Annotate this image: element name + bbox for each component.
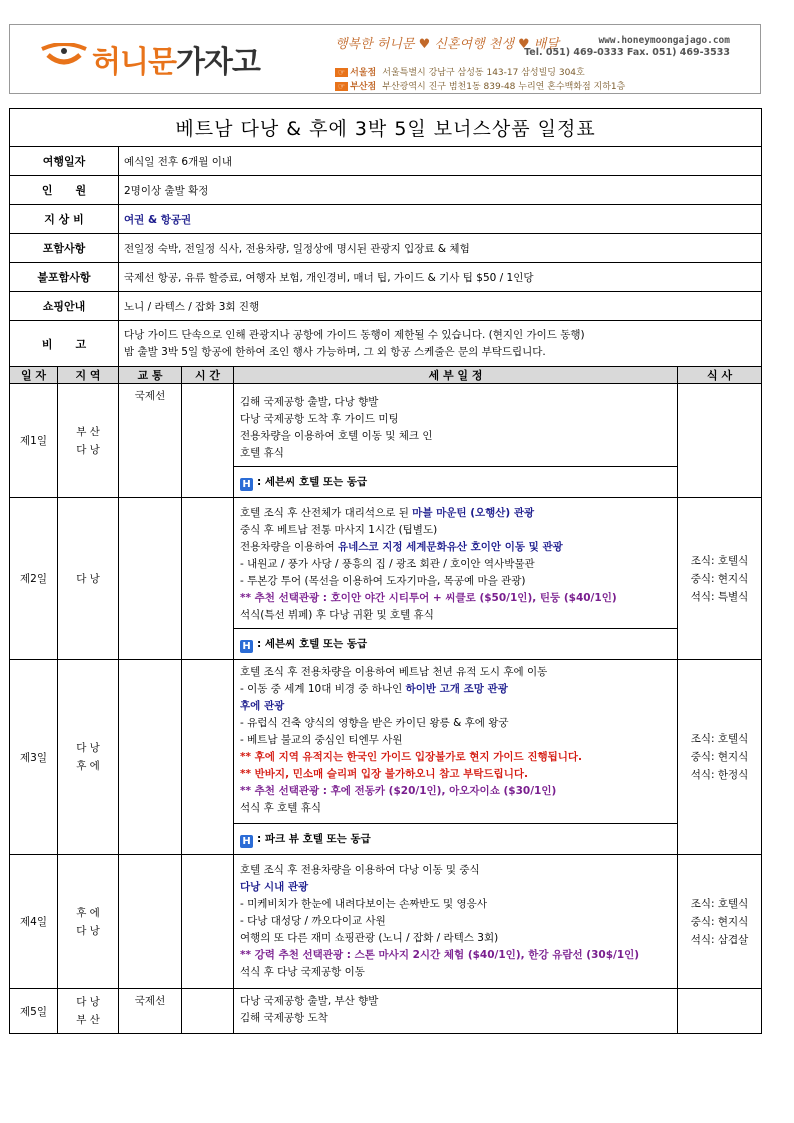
- hotel-name: : 세븐씨 호텔 또는 동급: [257, 637, 368, 650]
- day-label: 제1일: [10, 384, 58, 498]
- day-meals: [678, 660, 762, 855]
- day-row: [10, 855, 762, 989]
- col-header-transport: 교 통: [119, 367, 182, 384]
- day-region: [58, 384, 119, 498]
- info-value: 2명이상 출발 확정: [119, 176, 762, 205]
- day-meals: [678, 855, 762, 989]
- day-time: [182, 989, 234, 1034]
- branch-seoul: [335, 65, 585, 78]
- hotel-icon: H: [240, 835, 253, 848]
- day-hotel: [234, 467, 678, 498]
- branch-seoul-address: 서울특별시 강남구 삼성동 143-17 삼성빌딩 304호: [382, 68, 585, 78]
- day-time: [182, 660, 234, 855]
- day-schedule: [234, 498, 678, 629]
- hotel-icon: H: [240, 640, 253, 653]
- region-line: 후 에: [76, 906, 100, 919]
- info-label: 쇼핑안내: [10, 292, 119, 321]
- day-meals: [678, 989, 762, 1034]
- info-value: 여권 & 항공권: [119, 205, 762, 234]
- region-line: 후 에: [76, 760, 100, 772]
- schedule-line: 석식(특선 뷔페) 후 다낭 귀환 및 호텔 휴식: [240, 609, 434, 621]
- tel-fax: Tel. 051) 469-0333 Fax. 051) 469-3533: [524, 47, 730, 58]
- info-value: 예식일 전후 6개월 이내: [119, 147, 762, 176]
- logo-text-part1: 허니문: [92, 45, 176, 80]
- schedule-line: 호텔 휴식: [240, 447, 284, 459]
- day-region: [58, 855, 119, 989]
- schedule-text: 전용차량을 이용하여: [240, 541, 338, 553]
- schedule-line: 다낭 국제공항 출발, 부산 향발: [240, 995, 379, 1007]
- day-region: [58, 660, 119, 855]
- day-time: [182, 384, 234, 498]
- logo-text: [92, 37, 260, 81]
- itinerary-table: [9, 108, 762, 1034]
- location-pin-icon: ☞: [335, 68, 348, 77]
- schedule-line: - 내원교 / 풍가 사당 / 풍흥의 집 / 광조 회관 / 호이안 역사박물관: [240, 558, 535, 570]
- schedule-line: 김해 국제공항 출발, 다낭 향발: [240, 396, 379, 408]
- meal-lunch: 중식: 현지식: [690, 915, 749, 928]
- day-time: [182, 498, 234, 660]
- region-line: 다 낭: [76, 742, 100, 754]
- branch-busan-label: 부산점: [350, 82, 377, 92]
- day-row: [10, 989, 762, 1034]
- schedule-line: - 베트남 불교의 중심인 티엔무 사원: [240, 734, 403, 746]
- info-row: [10, 176, 762, 205]
- region-line: 부 산: [76, 425, 100, 438]
- meal-lunch: 중식: 현지식: [690, 572, 749, 585]
- day-schedule: [234, 384, 678, 467]
- remarks-line: 다낭 가이드 단속으로 인해 관광지나 공항에 가이드 동행이 제한될 수 있습니다. (현지인 가이드 동행): [124, 328, 585, 341]
- schedule-line: [240, 681, 677, 698]
- remarks-line: 밤 출발 3박 5일 항공에 한하여 조인 행사 가능하며, 그 외 항공 스케줄은 문의 부탁드립니다.: [124, 345, 546, 358]
- schedule-line: [240, 539, 677, 556]
- meal-breakfast: 조식: 호텔식: [690, 897, 749, 910]
- schedule-text: - 이동 중 세계 10대 비경 중 하나인: [240, 683, 406, 695]
- schedule-line: 다낭 시내 관광: [240, 881, 309, 893]
- region-line: 부 산: [76, 1014, 100, 1026]
- schedule-line: 중식 후 베트남 전통 마사지 1시간 (팁별도): [240, 524, 438, 536]
- info-row: [10, 292, 762, 321]
- day-row: [10, 660, 762, 824]
- day-transport: 국제선: [119, 384, 182, 498]
- schedule-line: 석식 후 호텔 휴식: [240, 802, 322, 814]
- day-transport: [119, 855, 182, 989]
- smile-logo-icon: [40, 43, 88, 67]
- day-hotel: [234, 629, 678, 660]
- info-row: [10, 263, 762, 292]
- logo-text-part2: 가자고: [175, 45, 260, 80]
- schedule-line: - 투본강 투어 (목선을 이용하여 도자기마을, 목공예 마을 관광): [240, 575, 526, 587]
- info-value: 노니 / 라텍스 / 잡화 3회 진행: [119, 292, 762, 321]
- optional-tour-line: ** 추천 선택관광 : 호이안 야간 시티투어 + 씨클로 ($50/1인), 틴둥 ($40/1인): [240, 592, 617, 604]
- hotel-name: : 파크 뷰 호텔 또는 동급: [257, 832, 371, 845]
- region-line: 다 낭: [76, 443, 100, 456]
- meal-dinner: 석식: 특별식: [690, 590, 749, 603]
- day-transport: 국제선: [119, 989, 182, 1034]
- info-label: 여행일자: [10, 147, 119, 176]
- info-label: 불포함사항: [10, 263, 119, 292]
- info-row: [10, 234, 762, 263]
- branch-busan: [335, 79, 625, 92]
- day-schedule: [234, 855, 678, 989]
- hotel-icon: H: [240, 478, 253, 491]
- day-transport: [119, 660, 182, 855]
- page-title: 베트남 다낭 & 후에 3박 5일 보너스상품 일정표: [10, 109, 762, 147]
- col-header-meals: 식 사: [678, 367, 762, 384]
- day-label: 제4일: [10, 855, 58, 989]
- day-transport: [119, 498, 182, 660]
- day-meals: [678, 498, 762, 660]
- day-region: [58, 989, 119, 1034]
- schedule-line: 후에 관광: [240, 700, 285, 712]
- column-header-row: [10, 367, 762, 384]
- meal-dinner: 석식: 삼겹살: [690, 933, 749, 946]
- col-header-day: 일 자: [10, 367, 58, 384]
- meal-dinner: 석식: 한정식: [690, 769, 749, 781]
- day-meals: [678, 384, 762, 498]
- meal-lunch: 중식: 현지식: [690, 751, 749, 763]
- schedule-line: - 미케비치가 한눈에 내려다보이는 손짜반도 및 영응사: [240, 898, 487, 910]
- schedule-line: 여행의 또 다른 재미 쇼핑관광 (노니 / 잡화 / 라텍스 3회): [240, 932, 499, 944]
- schedule-line: 석식 후 다낭 국제공항 이동: [240, 966, 365, 978]
- info-value: 전일정 숙박, 전일정 식사, 전용차량, 일정상에 명시된 관광지 입장료 & 체험: [119, 234, 762, 263]
- schedule-line: 호텔 조식 후 전용차량을 이용하여 베트남 천년 유적 도시 후에 이동: [240, 666, 548, 678]
- day-hotel: [234, 824, 678, 855]
- company-logo[interactable]: [40, 37, 320, 80]
- schedule-line: - 다낭 대성당 / 까오다이교 사원: [240, 915, 386, 927]
- col-header-time: 시 간: [182, 367, 234, 384]
- info-label: 지 상 비: [10, 205, 119, 234]
- remarks-label: 비 고: [10, 321, 119, 367]
- col-header-region: 지 역: [58, 367, 119, 384]
- title-row: [10, 109, 762, 147]
- schedule-line: [240, 505, 677, 522]
- company-banner: [9, 24, 761, 94]
- day-schedule: [234, 660, 678, 824]
- remarks-value: [119, 321, 762, 367]
- meal-breakfast: 조식: 호텔식: [690, 733, 749, 745]
- schedule-line: - 유럽식 건축 양식의 영향을 받은 카이딘 왕릉 & 후에 왕궁: [240, 717, 509, 729]
- day-label: 제3일: [10, 660, 58, 855]
- meal-breakfast: 조식: 호텔식: [690, 554, 749, 567]
- col-header-schedule: 세 부 일 정: [234, 367, 678, 384]
- info-value: 국제선 항공, 유류 할증료, 여행자 보험, 개인경비, 매너 팁, 가이드 & 기사 팁 $50 / 1인당: [119, 263, 762, 292]
- website-link[interactable]: www.honeymoongajago.com: [598, 35, 730, 46]
- branch-busan-address: 부산광역시 진구 범천1동 839-48 누리연 혼수백화점 지하1층: [382, 82, 626, 92]
- schedule-line: 호텔 조식 후 전용차량을 이용하여 다낭 이동 및 중식: [240, 864, 480, 876]
- info-row: [10, 205, 762, 234]
- slogan: 행복한 허니문 ♥ 신혼여행 천생 ♥ 배달: [335, 37, 559, 52]
- schedule-text: 호텔 조식 후 산전체가 대리석으로 된: [240, 507, 413, 519]
- day-schedule: [234, 989, 678, 1034]
- optional-tour-line: ** 강력 추천 선택관광 : 스톤 마사지 2시간 체험 ($40/1인), 한강 유람선 (30$/1인): [240, 949, 640, 961]
- highlight-text: 하이반 고개 조망 관광: [405, 683, 508, 695]
- highlight-text: 유네스코 지정 세계문화유산 호이안 이동 및 관광: [337, 541, 563, 553]
- day-row: [10, 498, 762, 629]
- day-time: [182, 855, 234, 989]
- info-label: 인 원: [10, 176, 119, 205]
- info-label: 포함사항: [10, 234, 119, 263]
- hotel-name: : 세븐씨 호텔 또는 동급: [257, 475, 368, 488]
- day-region: 다 낭: [58, 498, 119, 660]
- branch-seoul-label: 서울점: [350, 68, 377, 78]
- schedule-line: 전용차량을 이용하여 호텔 이동 및 체크 인: [240, 430, 433, 442]
- day-label: 제2일: [10, 498, 58, 660]
- schedule-line: 김해 국제공항 도착: [240, 1012, 328, 1024]
- optional-tour-line: ** 추천 선택관광 : 후에 전동카 ($20/1인), 아오자이쇼 ($30/1인): [240, 785, 557, 797]
- day-row: [10, 384, 762, 467]
- region-line: 다 낭: [76, 924, 100, 937]
- location-pin-icon: ☞: [335, 82, 348, 91]
- highlight-text: 마블 마운틴 (오행산) 관광: [412, 507, 535, 519]
- schedule-line: 다낭 국제공항 도착 후 가이드 미팅: [240, 413, 399, 425]
- info-row: [10, 147, 762, 176]
- region-line: 다 낭: [76, 996, 100, 1008]
- notice-line: ** 후에 지역 유적지는 한국인 가이드 입장불가로 현지 가이드 진행됩니다.: [240, 751, 583, 763]
- notice-line: ** 반바지, 민소매 슬리퍼 입장 불가하오니 참고 부탁드립니다.: [240, 768, 528, 780]
- day-label: 제5일: [10, 989, 58, 1034]
- remarks-row: [10, 321, 762, 367]
